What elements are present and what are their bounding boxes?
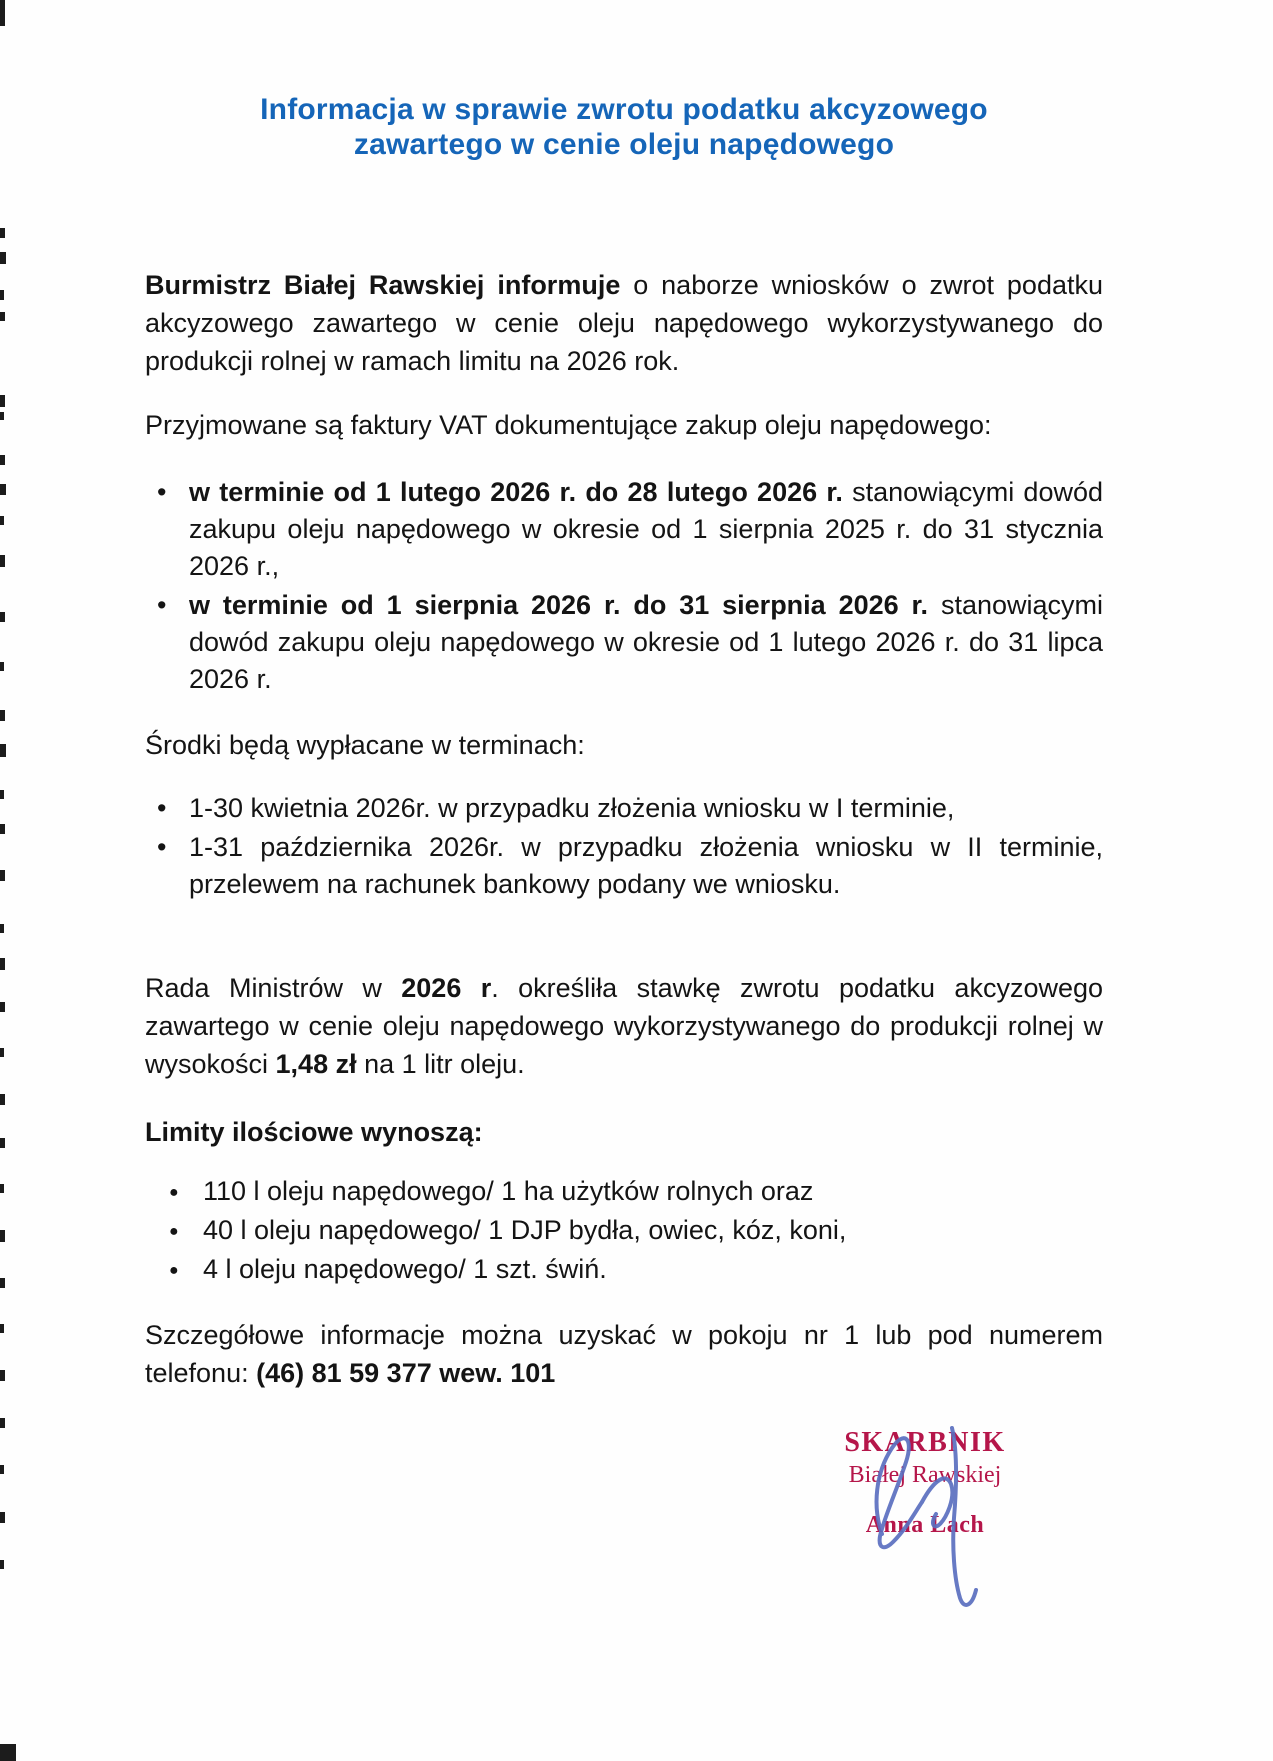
page-title-line2: zawartego w cenie oleju napędowego <box>353 128 895 161</box>
scan-artifact-mark <box>0 1184 4 1193</box>
rate-paragraph: Rada Ministrów w 2026 r. określiła stawkę zwrotu podatku akcyzowego zawartego w cenie oleju napędowego wykorzystywanego do produkcji rolnej w wysokości 1,48 zł na 1 litr oleju. <box>145 973 1104 1079</box>
payout-terms-list <box>145 790 1103 903</box>
payout-heading: Środki będą wypłacane w terminach: <box>145 730 585 760</box>
scan-artifact-mark <box>0 662 4 671</box>
scan-artifact-mark <box>0 1512 5 1523</box>
list-item: ● 40 l oleju napędowego/ 1 DJP bydła, owiec, kóz, koni, <box>145 1212 1103 1249</box>
scan-artifact-mark <box>0 744 6 757</box>
list-item: ● 4 l oleju napędowego/ 1 szt. świń. <box>145 1251 1103 1288</box>
scan-artifact-mark <box>0 958 5 970</box>
scan-artifact-mark <box>0 870 5 881</box>
document-content <box>145 0 1103 1418</box>
scan-artifact-mark <box>0 516 4 525</box>
scan-artifact-mark <box>0 612 5 622</box>
scan-artifact-mark <box>0 1002 5 1012</box>
stamp-municipality: Białej Rawskiej <box>848 1461 1002 1488</box>
scan-artifact-mark <box>0 312 5 321</box>
stamp-name: Anna Lach <box>865 1512 985 1539</box>
scan-artifact-mark <box>0 1138 5 1148</box>
scan-artifact-mark <box>0 710 5 721</box>
scan-artifact-mark <box>0 290 4 300</box>
invoice-terms-list <box>145 474 1103 698</box>
page-title-line1: Informacja w sprawie zwrotu podatku akcyzowego <box>260 93 988 126</box>
scan-artifact-mark <box>0 228 5 238</box>
scan-artifact-mark <box>0 1418 5 1428</box>
scan-artifact-mark <box>0 1230 5 1242</box>
scan-artifact-mark <box>0 484 6 495</box>
scan-artifact-mark <box>0 1465 4 1474</box>
scan-artifact-mark <box>0 555 5 567</box>
list-item: • 1-30 kwietnia 2026r. w przypadku złożenia wniosku w I terminie, <box>145 790 1103 827</box>
scan-artifact-mark <box>0 412 4 420</box>
scan-artifact-mark <box>0 1560 4 1569</box>
scan-artifact-mark <box>0 1278 5 1288</box>
list-item: • w terminie od 1 lutego 2026 r. do 28 lutego 2026 r. stanowiącymi dowód zakupu oleju napędowego w okresie od 1 sierpnia 2025 r. do 31 stycznia 2026 r., <box>145 474 1103 585</box>
list-item: • w terminie od 1 sierpnia 2026 r. do 31 sierpnia 2026 r. stanowiącymi dowód zakupu oleju napędowego w okresie od 1 lutego 2026 r. do 31 lipca 2026 r. <box>145 587 1103 698</box>
scan-artifact-mark <box>0 1094 5 1105</box>
scan-artifact-mark <box>0 1744 16 1761</box>
limits-list <box>145 1173 1103 1288</box>
scan-artifact-mark <box>0 395 5 407</box>
scan-artifact-mark <box>0 790 4 799</box>
scan-artifact-mark <box>0 455 5 465</box>
scan-artifact-mark <box>0 1324 4 1333</box>
invoices-paragraph: Przyjmowane są faktury VAT dokumentujące zakup oleju napędowego: <box>145 410 992 440</box>
intro-paragraph: Burmistrz Białej Rawskiej informuje o naborze wniosków o zwrot podatku akcyzowego zawartego w cenie oleju napędowego wykorzystywanego do produkcji rolnej w ramach limitu na 2026 rok. <box>145 270 1103 376</box>
scan-artifact-mark <box>0 824 5 834</box>
signature-stamp <box>790 1428 1060 1539</box>
list-item: • 1-31 października 2026r. w przypadku złożenia wniosku w II terminie, przelewem na rachunek bankowy podany we wniosku. <box>145 829 1103 903</box>
scan-artifact-mark <box>0 1370 5 1381</box>
scan-artifact-mark <box>0 0 5 26</box>
scan-artifact-mark <box>0 252 6 264</box>
stamp-role: SKARBNIK <box>844 1427 1006 1458</box>
page-title <box>145 92 1103 162</box>
list-item: ● 110 l oleju napędowego/ 1 ha użytków rolnych oraz <box>145 1173 1103 1210</box>
contact-paragraph: Szczegółowe informacje można uzyskać w pokoju nr 1 lub pod numerem telefonu: (46) 81 59 377 wew. 101 <box>145 1320 1103 1388</box>
limits-heading: Limity ilościowe wynoszą: <box>145 1117 483 1147</box>
scan-artifact-mark <box>0 924 4 933</box>
scan-artifact-mark <box>0 1048 4 1057</box>
